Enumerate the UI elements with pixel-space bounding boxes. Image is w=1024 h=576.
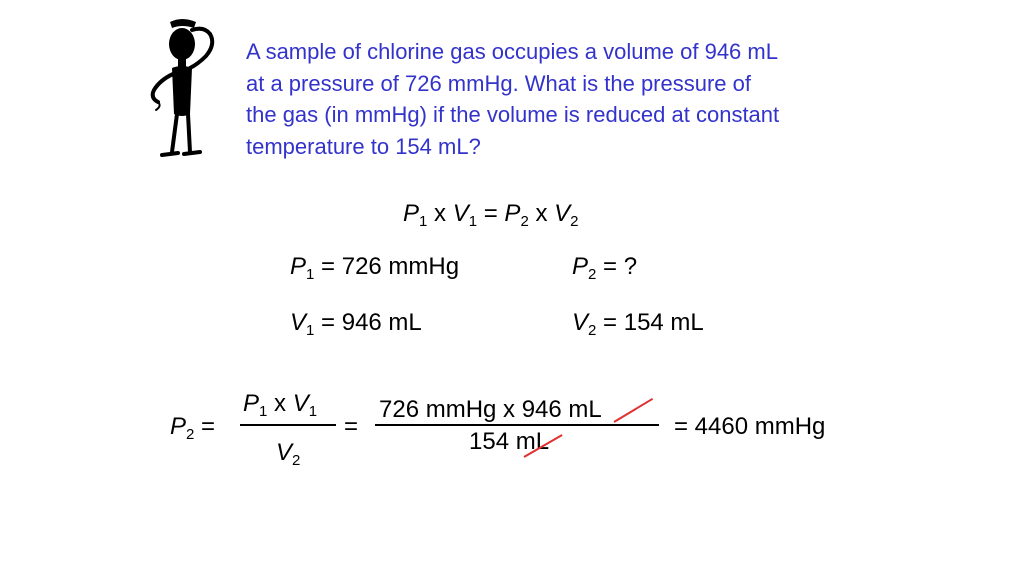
given-v2-value: = 154 mL: [603, 309, 704, 336]
solution-p2-variable: P: [170, 413, 187, 440]
given-p1: [290, 253, 459, 281]
given-p1-variable: P: [290, 253, 307, 280]
v1-variable: V: [452, 200, 469, 227]
cancel-mark: [613, 398, 653, 423]
fraction1-v-variable: V: [292, 390, 309, 417]
given-p2-value: = ?: [603, 253, 638, 280]
fraction1-numerator: [243, 390, 317, 418]
v1-subscript: 1: [468, 213, 478, 230]
thinking-stick-figure-icon: [140, 14, 230, 160]
given-v1: [290, 309, 422, 337]
p1-variable: P: [403, 200, 420, 227]
given-v1-subscript: 1: [306, 322, 315, 339]
equals-sign: =: [483, 200, 498, 227]
fraction1-p-variable: P: [243, 390, 260, 417]
given-v2-subscript: 2: [588, 322, 597, 339]
p2-subscript: 2: [520, 213, 529, 230]
fraction1-denominator-subscript: 2: [292, 452, 301, 469]
times-sign: x: [535, 200, 548, 227]
given-p2-variable: P: [572, 253, 589, 280]
given-v1-value: = 946 mL: [321, 309, 422, 336]
times-sign: x: [434, 200, 447, 227]
given-p1-subscript: 1: [306, 266, 315, 283]
given-p2: [572, 253, 637, 281]
times-sign: x: [274, 390, 287, 417]
fraction1-v-subscript: 1: [308, 403, 318, 420]
result: = 4460 mmHg: [674, 413, 826, 440]
fraction2-bar: [375, 424, 659, 426]
p2-variable: P: [504, 200, 521, 227]
v2-subscript: 2: [570, 213, 579, 230]
given-v2: [572, 309, 704, 337]
solution-lhs: [170, 413, 215, 441]
fraction1-denominator-variable: V: [276, 439, 293, 466]
fraction2-numerator: 726 mmHg x 946 mL: [379, 396, 602, 423]
v2-variable: V: [554, 200, 571, 227]
fraction1-bar: [240, 424, 336, 426]
fraction2-denominator: 154 mL: [469, 428, 550, 455]
equals-sign: =: [344, 413, 359, 440]
given-v1-variable: V: [290, 309, 307, 336]
fraction1-p-subscript: 1: [259, 403, 268, 420]
given-v2-variable: V: [572, 309, 589, 336]
given-p1-value: = 726 mmHg: [321, 253, 460, 280]
solution-p2-subscript: 2: [186, 426, 195, 443]
p1-subscript: 1: [419, 213, 428, 230]
boyle-law-equation: [403, 200, 578, 228]
given-p2-subscript: 2: [588, 266, 597, 283]
equals-sign: =: [201, 413, 216, 440]
problem-text: A sample of chlorine gas occupies a volume of 946 mL at a pressure of 726 mmHg. What is the pressure of the gas (in mmHg) if the volume is reduced at constant temperature to 154 mL?: [246, 39, 780, 159]
fraction1-denominator: [276, 439, 300, 467]
